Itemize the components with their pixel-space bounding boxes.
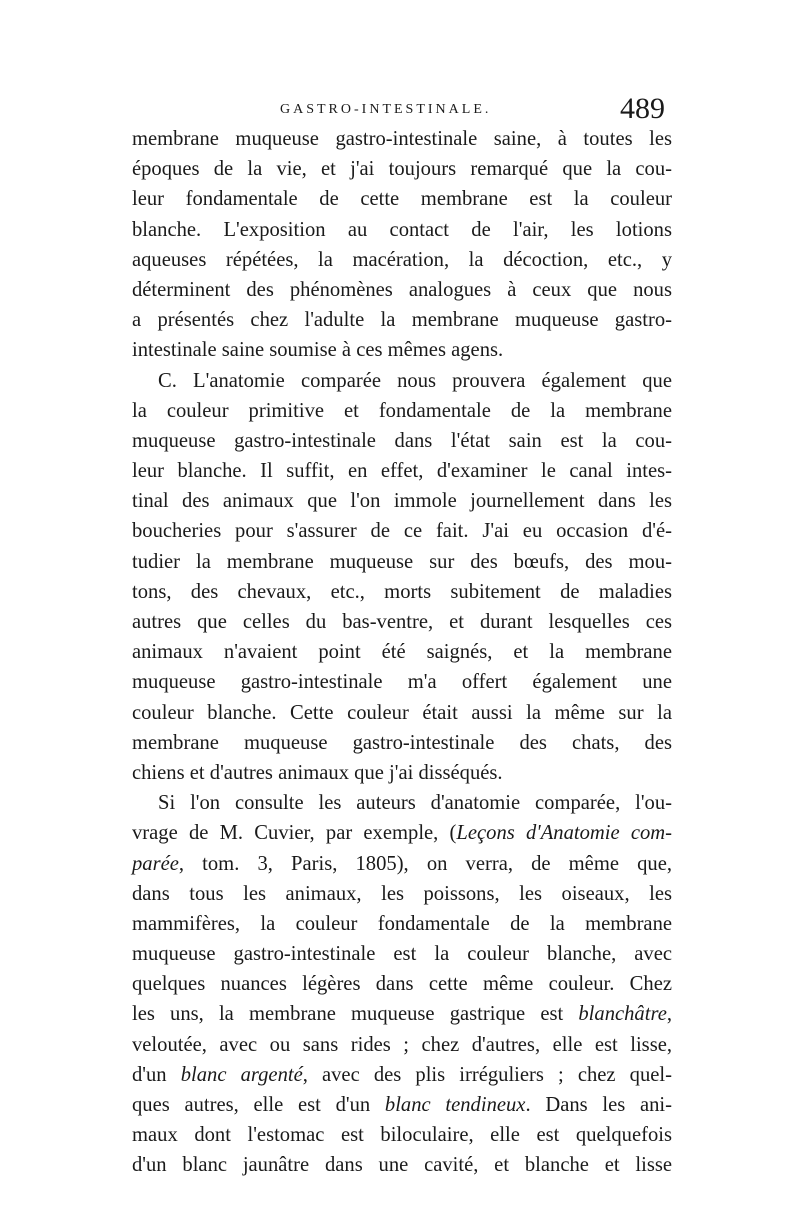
text-line <box>132 245 672 275</box>
text-segment: d'un <box>132 1063 181 1086</box>
text-line <box>132 607 672 637</box>
text-line <box>132 366 672 396</box>
text-line <box>132 849 672 879</box>
text-line <box>132 396 672 426</box>
text-line <box>132 305 672 335</box>
text-segment: , <box>666 1003 672 1026</box>
text-segment: dans tous les animaux, les poissons, les oiseaux, les <box>132 882 672 905</box>
text-line <box>132 1060 672 1090</box>
text-line <box>132 698 672 728</box>
page-number: 489 <box>620 92 665 125</box>
running-head: GASTRO-INTESTINALE. <box>280 102 492 117</box>
text-line <box>132 667 672 697</box>
text-line <box>132 516 672 546</box>
text-segment: tinal des animaux que l'on immole journellement dans les <box>132 490 672 513</box>
text-line <box>132 788 672 818</box>
text-segment: membrane muqueuse gastro-intestinale saine, à toutes les <box>132 128 672 150</box>
text-line <box>132 1120 672 1150</box>
text-line <box>132 275 672 305</box>
text-segment: boucheries pour s'assurer de ce fait. J'ai eu occasion d'é- <box>132 520 672 543</box>
text-line <box>132 1030 672 1060</box>
text-segment: chiens et d'autres animaux que j'ai disséqués. <box>132 761 503 784</box>
text-line <box>132 818 672 848</box>
text-segment: couleur blanche. Cette couleur était aussi la même sur la <box>132 701 672 724</box>
text-line <box>132 124 672 154</box>
italic-text: blanchâtre <box>578 1003 667 1026</box>
text-segment: les uns, la membrane muqueuse gastrique est <box>132 1003 579 1026</box>
text-segment: Si l'on consulte les auteurs d'anatomie comparée, l'ou- <box>158 792 672 815</box>
text-line <box>132 1150 672 1180</box>
text-line <box>132 547 672 577</box>
text-line <box>132 1090 672 1120</box>
text-line <box>132 577 672 607</box>
text-line <box>132 486 672 516</box>
text-segment: a présentés chez l'adulte la membrane muqueuse gastro- <box>132 309 672 332</box>
text-line <box>132 939 672 969</box>
text-line <box>132 335 672 365</box>
text-segment: aqueuses répétées, la macération, la décoction, etc., y <box>132 248 672 271</box>
text-segment: . Dans les ani- <box>525 1094 672 1116</box>
body-text <box>132 124 672 1181</box>
text-segment: mammifères, la couleur fondamentale de la membrane <box>132 912 672 935</box>
text-line <box>132 758 672 788</box>
text-segment: leur fondamentale de cette membrane est la couleur <box>132 188 672 211</box>
text-segment: , avec des plis irréguliers ; chez quel- <box>302 1063 672 1086</box>
text-segment: tons, des chevaux, etc., morts subitement de maladies <box>132 580 672 603</box>
text-segment: ques autres, elle est d'un <box>132 1094 385 1116</box>
text-segment: vrage de M. Cuvier, par exemple, ( <box>132 822 457 845</box>
text-line <box>132 999 672 1029</box>
text-line <box>132 215 672 245</box>
text-line <box>132 426 672 456</box>
text-segment: C. L'anatomie comparée nous prouvera également que <box>158 369 672 392</box>
text-segment: quelques nuances légères dans cette même couleur. Chez <box>132 973 672 996</box>
text-segment: membrane muqueuse gastro-intestinale des chats, des <box>132 731 672 754</box>
text-segment: , tom. 3, Paris, 1805), on verra, de même que, <box>178 852 672 875</box>
text-segment: muqueuse gastro-intestinale dans l'état sain est la cou- <box>132 429 672 452</box>
text-segment: intestinale saine soumise à ces mêmes agens. <box>132 339 504 362</box>
text-segment: muqueuse gastro-intestinale est la couleur blanche, avec <box>132 943 672 966</box>
text-segment: la couleur primitive et fondamentale de la membrane <box>132 399 672 422</box>
text-segment: animaux n'avaient point été saignés, et la membrane <box>132 641 672 664</box>
text-segment: déterminent des phénomènes analogues à ceux que nous <box>132 278 672 301</box>
text-line <box>132 154 672 184</box>
italic-text: blanc tendineux <box>384 1094 526 1116</box>
italic-text: Leçons d'Anatomie com- <box>456 822 673 845</box>
italic-text: parée <box>132 852 179 875</box>
text-line <box>132 969 672 999</box>
text-line <box>132 728 672 758</box>
text-segment: tudier la membrane muqueuse sur des bœufs, des mou- <box>132 550 672 573</box>
italic-text: blanc argenté <box>180 1063 303 1086</box>
text-segment: leur blanche. Il suffit, en effet, d'examiner le canal intes- <box>132 460 672 483</box>
text-line <box>132 184 672 214</box>
text-line <box>132 456 672 486</box>
text-segment: veloutée, avec ou sans rides ; chez d'autres, elle est lisse, <box>132 1033 672 1056</box>
text-segment: époques de la vie, et j'ai toujours remarqué que la cou- <box>132 158 672 181</box>
text-line <box>132 637 672 667</box>
text-line <box>132 879 672 909</box>
text-segment: d'un blanc jaunâtre dans une cavité, et blanche et lisse <box>132 1154 672 1177</box>
text-segment: muqueuse gastro-intestinale m'a offert également une <box>132 671 672 694</box>
text-line <box>132 909 672 939</box>
text-segment: maux dont l'estomac est biloculaire, elle est quelquefois <box>132 1124 672 1147</box>
text-segment: autres que celles du bas-ventre, et durant lesquelles ces <box>132 611 672 633</box>
text-segment: blanche. L'exposition au contact de l'air, les lotions <box>132 218 672 241</box>
